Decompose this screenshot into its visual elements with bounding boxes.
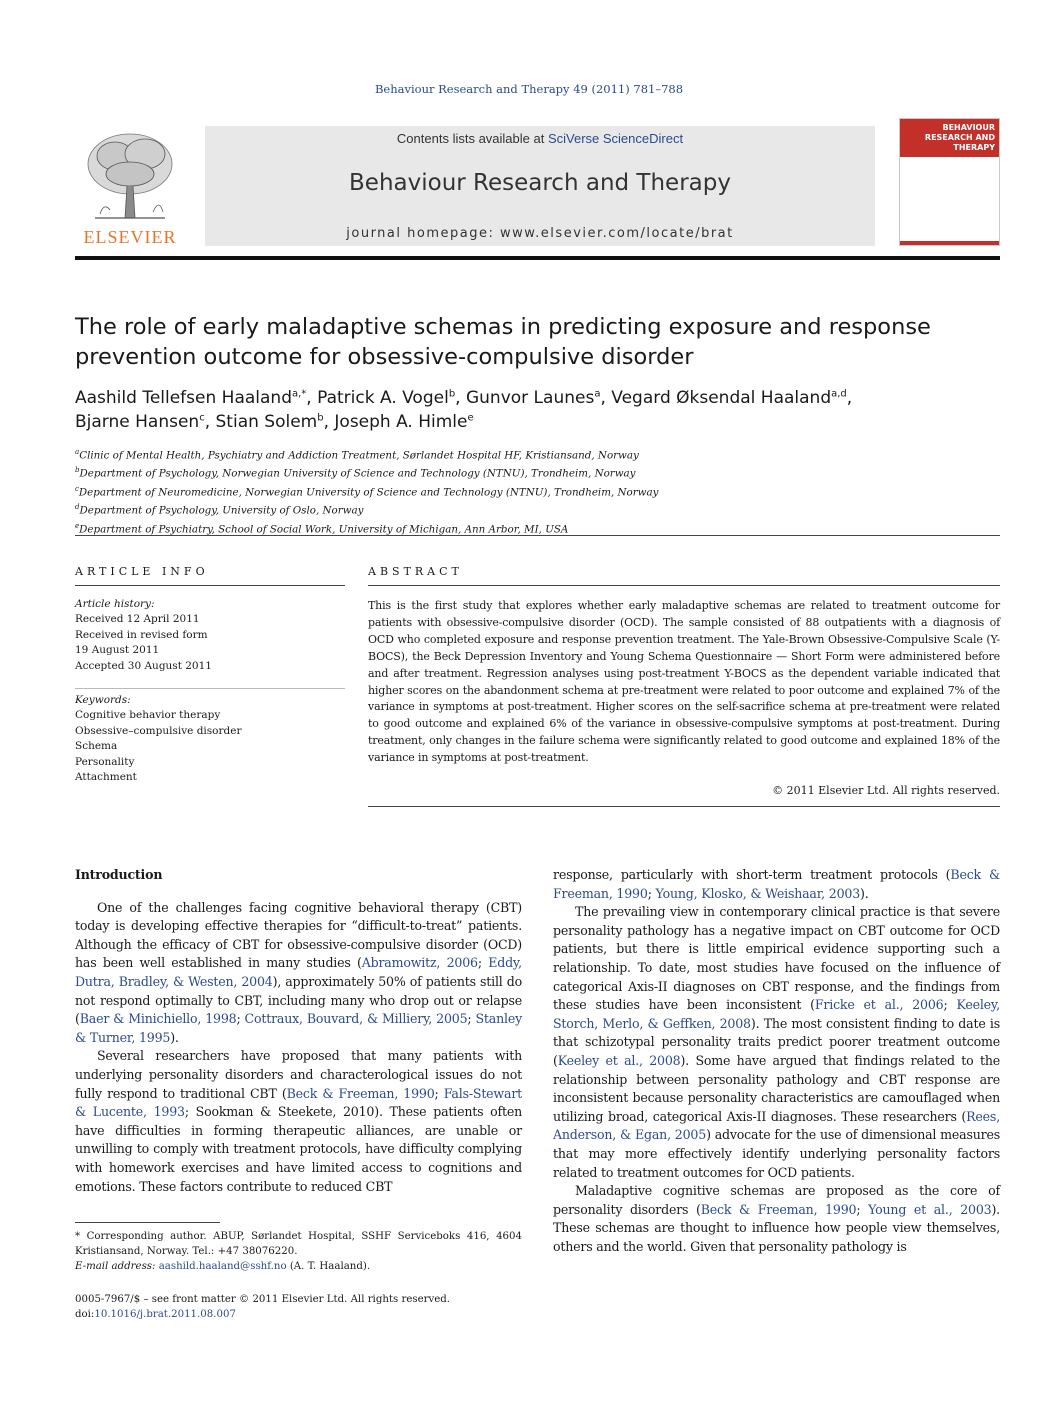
contents-prefix: Contents lists available at — [396, 131, 548, 146]
author-sep: , — [323, 412, 335, 432]
history-item: Received in revised form — [75, 628, 208, 641]
header-divider — [75, 256, 1000, 260]
section-heading-introduction: Introduction — [75, 867, 163, 882]
text: ) advocate for the use of dimensional measures that may more effectively identify underlying personality factors related to treatment outcomes for OCD patients. — [553, 1127, 1000, 1180]
body-column-right — [553, 866, 1000, 1256]
doi-prefix: doi: — [75, 1309, 95, 1320]
author-name[interactable]: Aashild Tellefsen Haaland — [75, 388, 292, 408]
contents-line — [205, 131, 875, 146]
author-list — [75, 386, 1000, 434]
citation-link[interactable]: Beck & Freeman, 1990 — [700, 1201, 857, 1217]
doi-link[interactable]: 10.1016/j.brat.2011.08.007 — [94, 1309, 236, 1320]
text: ; — [236, 1011, 245, 1027]
journal-citation[interactable]: Behaviour Research and Therapy 49 (2011) 781–788 — [374, 82, 684, 96]
affiliation-sup: c — [75, 484, 79, 493]
citation-link[interactable]: Rees, Anderson, & Egan, 2005 — [553, 1108, 1000, 1143]
citation-link[interactable]: Abramowitz, 2006 — [361, 955, 478, 971]
paragraph — [75, 899, 522, 1048]
body-column-left — [75, 866, 522, 1196]
journal-cover-thumbnail[interactable] — [899, 118, 1000, 246]
cover-line-1: BEHAVIOUR — [942, 123, 995, 132]
email-link[interactable]: aashild.haaland@sshf.no — [158, 1261, 287, 1272]
history-item: 19 August 2011 — [75, 644, 160, 657]
copyright: © 2011 Elsevier Ltd. All rights reserved. — [772, 784, 1000, 797]
email-line — [75, 1259, 522, 1274]
journal-name: Behaviour Research and Therapy — [349, 170, 731, 196]
affiliation-item — [75, 463, 1000, 481]
paragraph — [553, 903, 1000, 1182]
citation-link[interactable]: Keeley et al., 2008 — [557, 1052, 681, 1068]
divider — [368, 585, 1000, 586]
author-sep: , — [846, 388, 853, 408]
affiliation-item — [75, 500, 1000, 518]
keyword-item: Personality — [75, 755, 135, 768]
author-sep: , — [204, 412, 216, 432]
abstract-text: This is the first study that explores whether early maladaptive schemas are related to treatment outcome for patients with obsessive-compulsive disorder (OCD). The sample consisted of 88 outpatients with a diagnosis of OCD who completed exposure and response prevention treatment. The Yale-Brown Obsessive-Compulsive Scale (Y-BOCS), the Beck Depression Inventory and Young Schema Questionnaire — Short Form were administered before and after treatment. Regression analyses using post-treatment Y-BOCS as the dependent variable indicated that higher scores on the abandonment schema at pre-treatment were related to poor outcome and explained 7% of the variance in symptoms at post-treatment. Higher scores on the self-sacrifice schema at pre-treatment were related to good outcome and explained 6% of the variance in obsessive-compulsive symptoms at post-treatment. During treatment, only changes in the failure schema were significantly related to good outcome and explained 18% of the variance in symptoms at post-treatment. — [368, 599, 1000, 765]
author-sep: , — [306, 388, 318, 408]
title-line-2: prevention outcome for obsessive-compulsive disorder — [75, 344, 694, 370]
author-name[interactable]: Gunvor Launes — [465, 388, 595, 408]
keyword-item: Obsessive–compulsive disorder — [75, 724, 242, 737]
affiliation-item — [75, 445, 1000, 463]
journal-homepage[interactable]: journal homepage: www.elsevier.com/locate/brat — [346, 226, 734, 241]
citation-link[interactable]: Cottraux, Bouvard, & Milliery, 2005 — [244, 1011, 468, 1027]
author-sup[interactable]: a — [594, 388, 601, 400]
paragraph — [553, 1182, 1000, 1256]
author-name[interactable]: Stian Solem — [215, 412, 318, 432]
abstract-heading: ABSTRACT — [368, 565, 463, 578]
affiliation-text: Clinic of Mental Health, Psychiatry and Addiction Treatment, Sørlandet Hospital HF, Kristiansand, Norway — [79, 449, 639, 462]
text: ; — [467, 1011, 476, 1027]
text: ; — [477, 955, 489, 971]
text: ; — [856, 1201, 869, 1217]
article-history — [75, 597, 345, 674]
affiliation-sup: d — [75, 503, 80, 512]
citation-link[interactable]: Keeley, Storch, Merlo, & Geffken, 2008 — [553, 997, 1000, 1031]
author-sep: , — [600, 388, 612, 408]
text: Several researchers have proposed that many patients with underlying personality disorders and characterological issues do not fully respond to traditional CBT ( — [75, 1048, 522, 1101]
history-label: Article history: — [75, 598, 155, 610]
citation-link[interactable]: Fals-Stewart & Lucente, 1993 — [75, 1085, 522, 1120]
keywords — [75, 693, 345, 785]
doi-line — [75, 1307, 522, 1322]
text: response, particularly with short-term treatment protocols ( — [553, 867, 951, 882]
author-name[interactable]: Vegard Øksendal Haaland — [611, 388, 832, 408]
affiliation-list — [75, 445, 1000, 537]
text: ; — [434, 1085, 444, 1101]
author-name[interactable]: Patrick A. Vogel — [317, 388, 449, 408]
text: ). The most consistent finding to date is that schizotypal personality traits predict poorer treatment outcome ( — [553, 1015, 1000, 1068]
affiliation-text: Department of Psychiatry, School of Social Work, University of Michigan, Ann Arbor, MI, USA — [79, 523, 569, 536]
author-sep: , — [455, 388, 466, 408]
affiliation-text: Department of Neuromedicine, Norwegian University of Science and Technology (NTNU), Trondheim, Norway — [78, 486, 659, 499]
text: ). These schemas are thought to influence how people view themselves, others and the world. Given that personality pathology is — [553, 1201, 1000, 1254]
text: The prevailing view in contemporary clinical practice is that severe personality pathology has a negative impact on CBT outcome for OCD patients, but there is little empirical evidence supporting such a relationship. To date, most studies have focused on the influence of categorical Axis-II diagnoses on CBT response, and the findings from these studies have been inconsistent ( — [553, 904, 1000, 1013]
text: ; — [943, 997, 957, 1013]
text: ). Some have argued that findings related to the relationship between personality pathology and CBT response are inconsistent because personality characteristics are camouflaged when utilizing broad, categorical Axis-II diagnoses. These researchers ( — [553, 1052, 1001, 1124]
journal-banner — [205, 126, 875, 246]
cover-redline — [900, 241, 999, 245]
sciencedirect-link[interactable]: SciVerse ScienceDirect — [547, 131, 684, 146]
email-suffix: (A. T. Haaland). — [286, 1261, 371, 1272]
text: Maladaptive cognitive schemas are proposed as the core of personality disorders ( — [553, 1183, 1000, 1217]
elsevier-tree-icon — [75, 126, 185, 226]
citation-link[interactable]: Eddy, Dutra, Bradley, & Westen, 2004 — [75, 955, 522, 989]
citation-link[interactable]: Fricke et al., 2006 — [814, 997, 944, 1013]
paragraph — [553, 866, 1000, 903]
keyword-item: Attachment — [75, 771, 137, 784]
history-item: Received 12 April 2011 — [75, 613, 200, 626]
front-matter — [75, 1292, 522, 1322]
keyword-item: Cognitive behavior therapy — [75, 709, 221, 722]
author-sup[interactable]: c — [199, 412, 205, 424]
affiliation-sup: b — [75, 466, 80, 475]
footnote-divider — [75, 1222, 220, 1223]
author-sup[interactable]: b — [448, 388, 456, 400]
article-info-heading: ARTICLE INFO — [75, 565, 209, 578]
paragraph — [75, 1047, 522, 1196]
cover-title — [925, 123, 995, 153]
cover-line-2: RESEARCH AND — [924, 133, 995, 142]
author-name[interactable]: Bjarne Hansen — [75, 412, 200, 432]
affiliation-sup: e — [75, 521, 80, 530]
divider — [75, 535, 1000, 536]
footnote-text: * Corresponding author. ABUP, Sørlandet Hospital, SSHF Serviceboks 416, 4604 Kristiansand, Norway. Tel.: +47 38076220. — [75, 1231, 522, 1257]
author-name[interactable]: Joseph A. Himle — [334, 412, 468, 432]
text: ). — [860, 885, 869, 901]
divider — [75, 585, 345, 586]
elsevier-wordmark: ELSEVIER — [83, 227, 177, 247]
citation-link[interactable]: Beck & Freeman, 1990 — [286, 1085, 435, 1101]
affiliation-text: Department of Psychology, Norwegian University of Science and Technology (NTNU), Trondheim, Norway — [79, 467, 636, 480]
text: ), approximately 50% of patients still do not respond optimally to CBT, including many who drop out or relapse ( — [75, 973, 522, 1027]
text: ; Sookman & Steekete, 2010). These patients often have difficulties in forming therapeutic alliances, are unable or unwilling to comply with treatment protocols, have difficulty complying with homework exercises and have limited access to cognitions and emotions. These factors contribute to reduced CBT — [75, 1104, 523, 1194]
author-sup[interactable]: b — [317, 412, 324, 424]
divider — [368, 806, 1000, 807]
article-title — [75, 312, 1000, 372]
author-sup[interactable]: e — [467, 412, 474, 424]
author-sup[interactable]: a,* — [291, 388, 307, 400]
affiliation-text: Department of Psychology, University of Oslo, Norway — [79, 504, 364, 517]
citation-link[interactable]: Young et al., 2003 — [868, 1201, 992, 1217]
divider — [75, 688, 345, 689]
text: ). — [170, 1029, 179, 1045]
citation-link[interactable]: Stanley & Turner, 1995 — [75, 1011, 522, 1045]
citation-link[interactable]: Young, Klosko, & Weishaar, 2003 — [655, 885, 861, 901]
citation-link[interactable]: Baer & Minichiello, 1998 — [79, 1011, 237, 1027]
author-sup[interactable]: a,d — [831, 388, 847, 400]
cover-line-3: THERAPY — [953, 143, 995, 152]
history-item: Accepted 30 August 2011 — [75, 659, 212, 672]
affiliation-sup: a — [75, 448, 80, 456]
title-line-1: The role of early maladaptive schemas in predicting exposure and response — [75, 314, 931, 340]
email-label: E-mail address: — [75, 1261, 159, 1272]
issn-line: 0005-7967/$ – see front matter © 2011 Elsevier Ltd. All rights reserved. — [75, 1294, 451, 1305]
text: One of the challenges facing cognitive behavioral therapy (CBT) today is developing effective therapies for “difficult-to-treat” patients. Although the efficacy of CBT for obsessive-compulsive disorder (OCD) has been well established in many studies ( — [75, 899, 522, 971]
elsevier-logo[interactable] — [75, 126, 185, 248]
text: ; — [647, 885, 656, 901]
citation-link[interactable]: Beck & Freeman, 1990 — [553, 867, 1001, 901]
affiliation-item — [75, 482, 1000, 500]
keyword-item: Schema — [75, 740, 118, 753]
keywords-label: Keywords: — [75, 694, 131, 706]
corresponding-author-footnote — [75, 1229, 522, 1274]
